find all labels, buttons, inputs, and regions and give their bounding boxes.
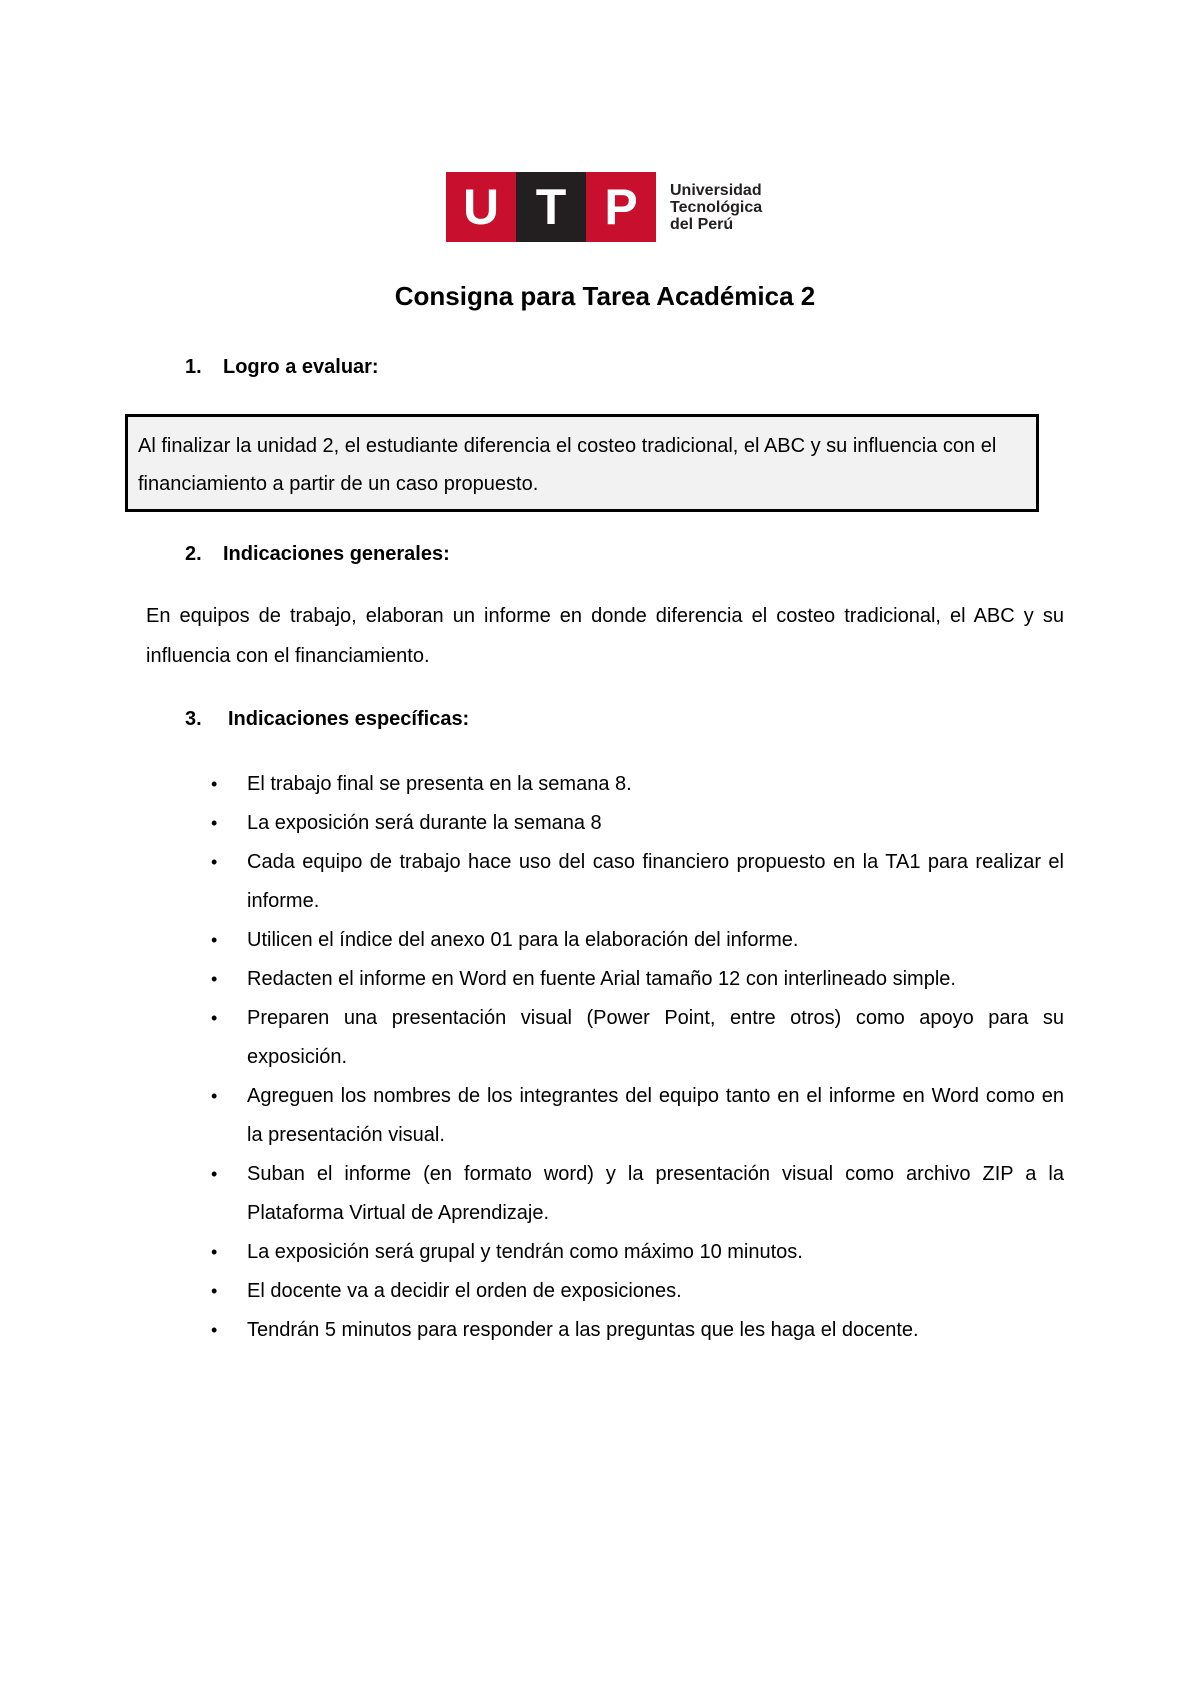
section-heading-text: Indicaciones específicas: [228,708,470,730]
specific-indications-list [206,765,1064,1350]
list-item-text: Suban el informe (en formato word) y la presentación visual como archivo ZIP a la Plataforma Virtual de Aprendizaje. [247,1163,1064,1224]
section-number: 2. [185,543,202,565]
list-item-text: Utilicen el índice del anexo 01 para la elaboración del informe. [247,929,799,951]
list-item [206,1272,1064,1311]
list-item-text: Preparen una presentación visual (Power Point, entre otros) como apoyo para su exposición. [247,1007,1064,1068]
logo-name-line: Universidad [670,181,762,199]
bullet-icon: • [211,813,218,833]
list-item [206,921,1064,960]
list-item [206,1311,1064,1350]
list-item [206,804,1064,843]
section-heading-generales [185,540,450,568]
logo-institution-name [670,182,762,233]
section-heading-text: Logro a evaluar: [223,356,379,378]
bullet-icon: • [211,1281,218,1301]
list-item [206,843,1064,921]
bullet-icon: • [211,1086,218,1106]
section-heading-logro [185,353,379,381]
list-item-text: El trabajo final se presenta en la semana 8. [247,773,632,795]
list-item-text: La exposición será durante la semana 8 [247,812,602,834]
bullet-icon: • [211,774,218,794]
logo-letter-t: T [516,172,586,242]
list-item-text: Redacten el informe en Word en fuente Arial tamaño 12 con interlineado simple. [247,968,956,990]
bullet-icon: • [211,969,218,989]
bullet-icon: • [211,930,218,950]
logo-name-line: del Perú [670,215,734,233]
list-item [206,960,1064,999]
list-item [206,1233,1064,1272]
logo-letter-p: P [586,172,656,242]
list-item-text: Tendrán 5 minutos para responder a las preguntas que les haga el docente. [247,1319,919,1341]
general-indications-paragraph: En equipos de trabajo, elaboran un informe en donde diferencia el costeo tradicional, el ABC y su influencia con el financiamiento. [146,605,1064,667]
logo-letter-u: U [446,172,516,242]
bullet-icon: • [211,1008,218,1028]
section-heading-especificas [185,705,469,733]
list-item-text: El docente va a decidir el orden de exposiciones. [247,1280,682,1302]
section-heading-text: Indicaciones generales: [223,543,450,565]
list-item [206,765,1064,804]
document-title: Consigna para Tarea Académica 2 [394,281,816,311]
list-item-text: Agreguen los nombres de los integrantes del equipo tanto en el informe en Word como en la presentación visual. [247,1085,1064,1146]
list-item [206,999,1064,1077]
list-item-text: Cada equipo de trabajo hace uso del caso financiero propuesto en la TA1 para realizar el informe. [247,851,1064,912]
bullet-icon: • [211,1242,218,1262]
achievement-box: Al finalizar la unidad 2, el estudiante diferencia el costeo tradicional, el ABC y su influencia con el financiamiento a partir de un caso propuesto. [125,414,1039,512]
section-number: 3. [185,708,202,730]
bullet-icon: • [211,1320,218,1340]
list-item [206,1155,1064,1233]
logo-name-line: Tecnológica [670,198,763,216]
bullet-icon: • [211,1164,218,1184]
utp-logo [446,172,762,242]
list-item-text: La exposición será grupal y tendrán como máximo 10 minutos. [247,1241,803,1263]
list-item [206,1077,1064,1155]
section-number: 1. [185,356,202,378]
bullet-icon: • [211,852,218,872]
